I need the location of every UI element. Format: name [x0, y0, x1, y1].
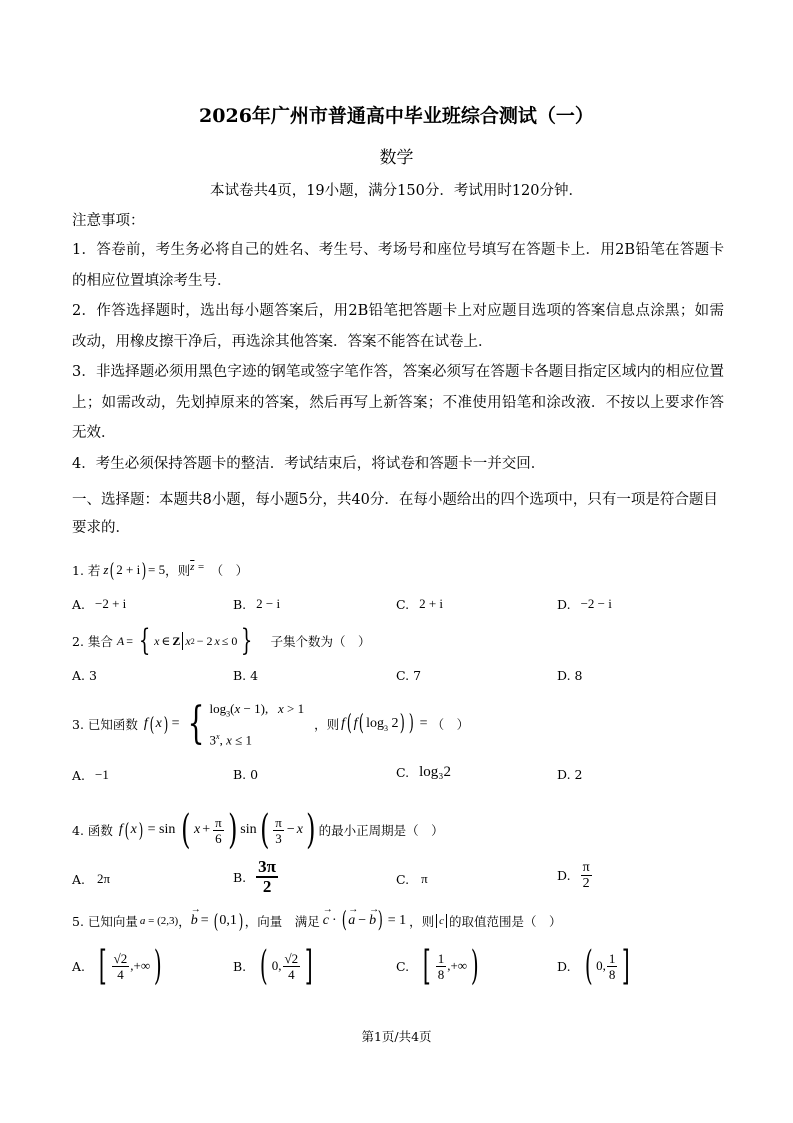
q5-option-b: B. ( 0, $\frac{√2}{4}$ ] [233, 943, 313, 989]
notice-item-4: 4．考生必须保持答题卡的整洁．考试结束后，将试卷和答题卡一并交回． [72, 456, 546, 472]
exam-title: 2026年广州市普通高中毕业班综合测试（一） [199, 105, 594, 127]
q3-option-a [72, 767, 109, 783]
q2-option-a: A. 3 [72, 668, 97, 683]
question-3: 3. 已知函数 f ( x ) = { $\log_3(x - 1)$, x > 1 3$^x$, x ≤ 1 ，则 f ( f ( $\log_3 2$ ) ) = （ ） [72, 698, 470, 750]
q4-label: 4. 函数 [72, 823, 113, 838]
q1-d-label: D. [557, 596, 571, 612]
q5-option-c: C. [ $\frac{1}{8}$ ,+∞ ) [396, 943, 479, 989]
q4-option-a [72, 871, 110, 887]
q1-a-label: A. [72, 596, 86, 612]
q1-b-label: B. [233, 596, 247, 612]
q5-mid3: ，则 [409, 914, 435, 929]
q2-option-b: B. 4 [233, 668, 259, 683]
q3-option-d: D. 2 [557, 767, 583, 782]
q2-option-c: C. 7 [396, 668, 422, 683]
subject-title: 数学 [379, 148, 414, 168]
notice-item-2: 2．作答选择题时，选出每小题答案后，用2B铅笔把答题卡上对应题目选项的答案信息点涂黑；如需改动，用橡皮擦干净后，再选涂其他答案．答案不能答在试卷上． [72, 303, 724, 350]
question-1: 1. 若 z ( 2 + i ) = 5 ，则 $\overline{z}$ = （ ） [72, 558, 249, 582]
q1-option-d [557, 596, 612, 612]
q4-option-c [396, 871, 428, 887]
q1-c-label: C. [396, 596, 410, 612]
q1-option-a [72, 596, 126, 612]
q1-zbar: $\overline{z}$ = [190, 561, 205, 573]
exam-intro: 本试卷共4页，19小题，满分150分．考试用时120分钟． [209, 183, 584, 199]
q3-c-label: C. [396, 765, 410, 780]
q5-d-label: D. [557, 958, 571, 974]
q1-d-value: −2 − i [580, 596, 612, 611]
q2-option-d: D. 8 [557, 668, 583, 683]
q4-option-d: D. $\frac{\pi}{2}$ [557, 860, 590, 891]
q4-option-b: B. $\frac{3\pi}{2}$ [233, 857, 276, 896]
q2-label: 2. 集合 [72, 634, 113, 649]
q1-label: 1. 若 [72, 563, 101, 578]
q5-mid1: ， [178, 914, 191, 929]
q3-tail: （ ） [431, 717, 470, 733]
page-footer: 第1页/共4页 [361, 1029, 432, 1044]
q1-c-value: 2 + i [419, 596, 444, 611]
q2-tail: 子集个数为（ ） [270, 634, 371, 649]
q5-option-d: D. ( 0, $\frac{1}{8}$ ] [557, 943, 631, 989]
q4-func: f [118, 822, 123, 837]
q5-mid2: ，向量 满足 [244, 914, 320, 929]
question-2: 2. 集合 A = { x ∈ Z x 2 − 2 x ≤ 0 } 子集个数为（ ） [72, 623, 371, 658]
q1-b-value: 2 − i [256, 596, 281, 611]
q1-a-value: −2 + i [95, 596, 127, 611]
notice-heading: 注意事项： [72, 213, 145, 229]
q5-a-label: A. [72, 958, 86, 974]
q1-tail: （ ） [210, 563, 249, 578]
q5-tail: 的取值范围是（ ） [449, 914, 562, 929]
q3-option-c [396, 764, 451, 781]
q4-c-label: C. [396, 871, 410, 887]
q1-option-b [233, 596, 280, 612]
q4-d-label: D. [557, 868, 571, 883]
q5-option-a: A. [ $\frac{√2}{4}$ ,+∞ ) [72, 943, 162, 989]
question-5: 5. 已知向量 a = (2,3) ， b → = ( 0,1 ) ，向量 满足 c → · ( a → − b → ) = 1 ，则 c 的取值范围是（ ） [72, 904, 562, 933]
notice-item-3: 3．非选择题必须用黑色字迹的钢笔或签字笔作答，答案必须写在答题卡各题目指定区域内的相应位置上；如需改动，先划掉原来的答案，然后再写上新答案；不准使用铅笔和涂改液．不按以上要求作答无效． [72, 364, 724, 441]
q3-a-label: A. [72, 767, 86, 783]
q3-c-value: log₃2 [419, 764, 451, 780]
q3-piecewise: $\log_3(x - 1)$, x > 1 3$^x$, x ≤ 1 [209, 701, 305, 747]
question-4: 4. 函数 f ( x ) = sin ( x + $\frac{\pi}{6}$ ) sin ( $\frac{\pi}{3}$ − x ) 的最小正周期是（ ） [72, 807, 444, 853]
q4-a-label: A. [72, 871, 86, 887]
q4-tail: 的最小正周期是（ ） [318, 823, 444, 838]
q3-func: f [143, 716, 148, 732]
q2-set: A [116, 633, 125, 648]
q3-mid: ，则 [314, 717, 340, 733]
q1-option-c [396, 596, 443, 612]
q4-a-value: 2π [97, 871, 111, 886]
q3-a-value: −1 [95, 767, 109, 782]
q5-b-label: B. [233, 958, 247, 974]
q5-label: 5. 已知向量 [72, 914, 138, 929]
q4-b-label: B. [233, 869, 247, 885]
q5-c-label: C. [396, 958, 410, 974]
q1-expr: z [103, 562, 109, 577]
section-heading: 一、选择题：本题共8小题，每小题5分，共40分．在每小题给出的四个选项中，只有一项是符合题目要求的． [72, 492, 718, 536]
q3-option-b: B. 0 [233, 767, 259, 782]
q3-label: 3. 已知函数 [72, 717, 138, 733]
q1-mid: ，则 [165, 563, 191, 578]
q4-c-value: π [421, 871, 428, 886]
notice-item-1: 1．答卷前，考生务必将自己的姓名、考生号、考场号和座位号填写在答题卡上．用2B铅笔在答题卡的相应位置填涂考生号． [72, 242, 724, 289]
